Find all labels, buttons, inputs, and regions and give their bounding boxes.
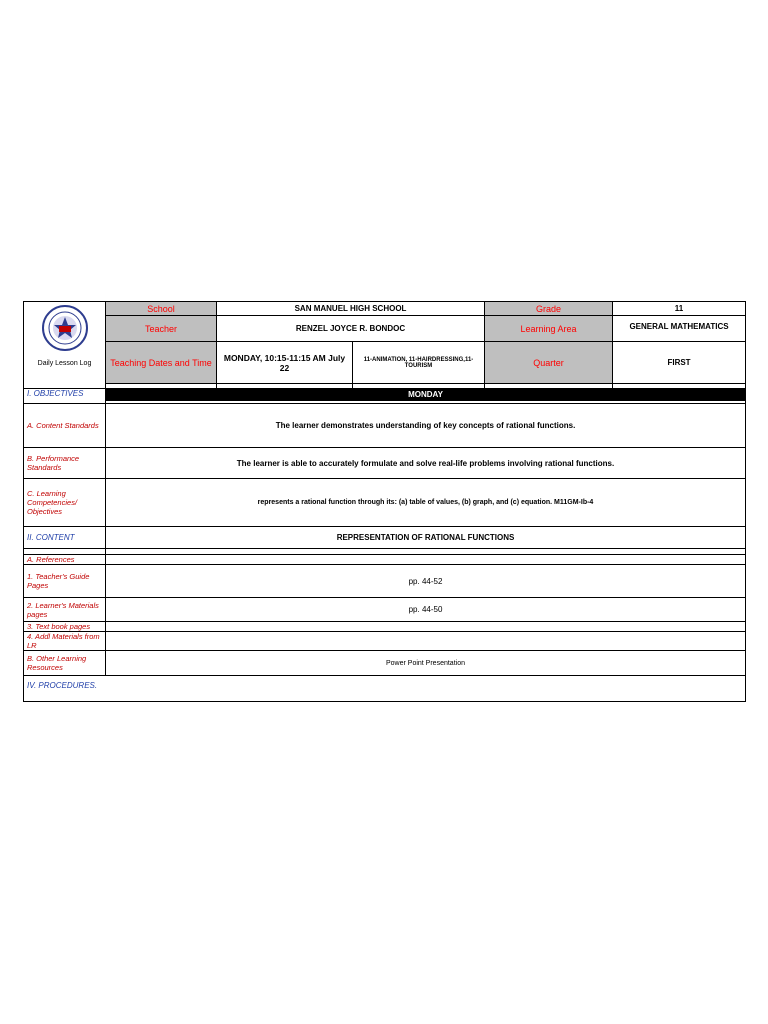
teachers-guide-label: 1. Teacher's Guide Pages [24,565,106,598]
competencies-label: C. Learning Competencies/ Objectives [24,479,106,527]
learning-area-label: Learning Area [485,316,613,342]
performance-standards-label: B. Performance Standards [24,448,106,479]
addl-materials-label: 4. Addl Materials from LR [24,632,106,651]
grade-label: Grade [485,302,613,316]
daily-lesson-log [23,301,745,702]
other-resources-value: Power Point Presentation [106,651,746,676]
school-value: SAN MANUEL HIGH SCHOOL [217,302,485,316]
references-value [106,555,746,565]
competencies-value: represents a rational function through its: (a) table of values, (b) graph, and (c) equation. M11GM-Ib-4 [106,479,746,527]
learning-area-value: GENERAL MATHEMATICS [613,316,746,342]
dates-value: MONDAY, 10:15-11:15 AM July 22 [217,342,353,384]
sections-value: 11-ANIMATION, 11-HAIRDRESSING,11-TOURISM [353,342,485,384]
objectives-label: I. OBJECTIVES [24,389,106,404]
performance-standards-value: The learner is able to accurately formulate and solve real-life problems involving rational functions. [106,448,746,479]
lesson-log-table [23,301,746,702]
learners-materials-value: pp. 44-50 [106,598,746,622]
teacher-value: RENZEL JOYCE R. BONDOC [217,316,485,342]
content-value: REPRESENTATION OF RATIONAL FUNCTIONS [106,527,746,549]
school-label: School [106,302,217,316]
deped-seal-icon [40,304,90,352]
textbook-label: 3. Text book pages [24,622,106,632]
learners-materials-label: 2. Learner's Materials pages [24,598,106,622]
day-bar: MONDAY [106,389,746,401]
content-standards-value: The learner demonstrates understanding of key concepts of rational functions. [106,404,746,448]
content-label: II. CONTENT [24,527,106,549]
procedures-label: IV. PROCEDURES. [24,676,746,702]
dates-label: Teaching Dates and Time [106,342,217,384]
quarter-value: FIRST [613,342,746,384]
teachers-guide-value: pp. 44-52 [106,565,746,598]
quarter-label: Quarter [485,342,613,384]
content-standards-label: A. Content Standards [24,404,106,448]
teacher-label: Teacher [106,316,217,342]
textbook-value [106,622,746,632]
addl-materials-value [106,632,746,651]
doc-title: Daily Lesson Log [37,360,92,367]
references-label: A. References [24,555,106,565]
other-resources-label: B. Other Learning Resources [24,651,106,676]
header-logo-cell [24,302,106,389]
grade-value: 11 [613,302,746,316]
